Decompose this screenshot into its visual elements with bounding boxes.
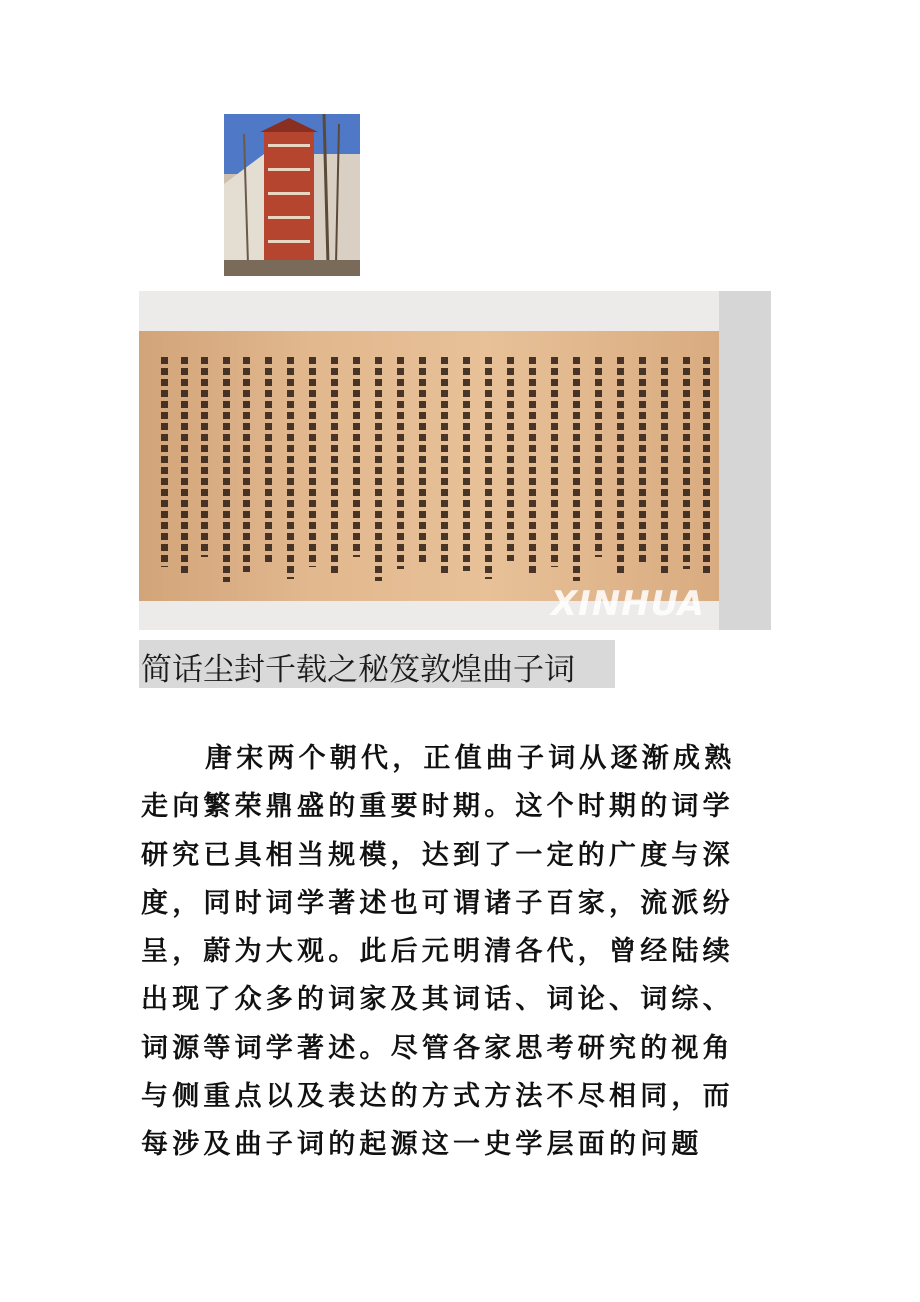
script-column xyxy=(683,357,690,569)
body-line: 呈，蔚为大观。此后元明清各代，曾经陆续 xyxy=(141,936,734,968)
watermark-text: XINHUA xyxy=(550,584,705,624)
script-column xyxy=(375,357,382,581)
script-column xyxy=(243,357,250,572)
script-column xyxy=(703,357,710,575)
script-column xyxy=(573,357,580,581)
script-column xyxy=(397,357,404,569)
script-column xyxy=(309,357,316,567)
script-column xyxy=(223,357,230,582)
building-photo xyxy=(224,114,360,276)
script-column xyxy=(353,357,360,557)
article-body xyxy=(141,735,783,1170)
body-line: 与侧重点以及表达的方式方法不尽相同，而 xyxy=(141,1081,734,1113)
manuscript-scroll-image xyxy=(139,291,719,630)
article-title: 简话尘封千载之秘笈敦煌曲子词 xyxy=(141,652,575,688)
script-column xyxy=(265,357,272,562)
script-column xyxy=(485,357,492,579)
script-column xyxy=(181,357,188,577)
script-column xyxy=(617,357,624,573)
script-column xyxy=(639,357,646,565)
script-column xyxy=(529,357,536,575)
body-line: 出现了众多的词家及其词话、词论、词综、 xyxy=(141,984,734,1016)
script-column xyxy=(463,357,470,571)
script-column xyxy=(507,357,514,561)
script-column xyxy=(595,357,602,557)
script-column xyxy=(287,357,294,579)
body-line: 研究已具相当规模，达到了一定的广度与深 xyxy=(141,839,734,871)
body-line: 词源等词学著述。尽管各家思考研究的视角 xyxy=(141,1032,734,1064)
body-line: 走向繁荣鼎盛的重要时期。这个时期的词学 xyxy=(141,791,734,823)
building-photo-art xyxy=(224,114,360,276)
manuscript-image-frame xyxy=(139,291,771,630)
script-column xyxy=(161,357,168,567)
article-title-bar xyxy=(139,640,615,688)
script-column xyxy=(201,357,208,557)
script-column xyxy=(661,357,668,577)
script-column xyxy=(419,357,426,563)
script-column xyxy=(551,357,558,567)
body-line: 每涉及曲子词的起源这一史学层面的问题 xyxy=(141,1129,703,1161)
script-column xyxy=(441,357,448,577)
body-line: 唐宋两个朝代，正值曲子词从逐渐成熟 xyxy=(205,743,736,774)
body-line: 度，同时词学著述也可谓诸子百家，流派纷 xyxy=(141,887,734,919)
script-column xyxy=(331,357,338,575)
